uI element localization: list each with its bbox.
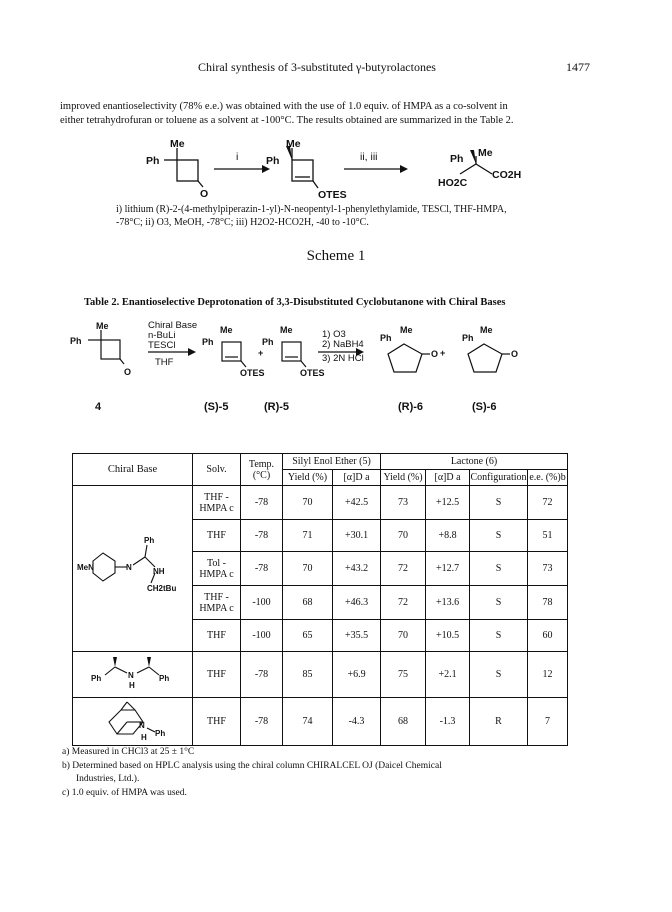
configuration-cell: S [470,520,528,552]
step-label: 3) 2N HCl [322,353,364,364]
rotation6-cell: +12.5 [426,486,470,520]
header-configuration: Configuration [470,470,528,486]
step-i-label: i [236,151,239,163]
header-ee: e.e. (%)b [528,470,568,486]
header-lactone: Lactone (6) [381,454,568,470]
co2h-label: CO2H [492,169,522,181]
oxo-label: O [124,367,132,377]
ee-cell: 60 [528,620,568,652]
rotation5-cell: +43.2 [333,552,381,586]
yield6-cell: 73 [381,486,426,520]
oxo-label: O [511,349,519,359]
solvent-cell: THF [193,652,241,698]
footnote-c: c) 1.0 equiv. of HMPA was used. [62,788,187,798]
header-solvent: Solv. [193,454,241,486]
rotation6-cell: +12.7 [426,552,470,586]
ph-label: Ph [380,333,392,343]
rotation5-cell: +42.5 [333,486,381,520]
scheme1-conditions [116,203,596,229]
step-label: 1) O3 [322,329,346,340]
reagent-label: TESCl [148,340,176,351]
cyclobutanone-ring [177,160,198,181]
results-table [72,453,568,746]
ee-cell: 12 [528,652,568,698]
ph-label: Ph [90,674,101,683]
otes-label: OTES [240,368,265,378]
piperazine-base-structure [75,527,191,607]
solvent-cell: THF - HMPA c [193,586,241,620]
configuration-cell: S [470,586,528,620]
n-label: N [127,671,134,680]
solvent-cell: Tol - HMPA c [193,552,241,586]
plus-sign: + [258,348,264,358]
h-label: H [128,681,135,690]
solvent-cell: THF - HMPA c [193,486,241,520]
cyclobutene-ring [292,160,313,181]
step-label: 2) NaBH4 [322,339,364,350]
footnote-a: a) Measured in CHCl3 at 25 ± 1°C [62,747,195,757]
ph-label: Ph [154,729,165,738]
temp-cell: -78 [241,486,283,520]
yield5-cell: 85 [283,652,333,698]
n-label: N [125,563,132,572]
compound-number: (R)-5 [264,401,290,413]
compound-number: 4 [95,401,102,413]
body-paragraph [60,100,620,128]
ee-cell: 7 [528,698,568,746]
temp-cell: -78 [241,520,283,552]
configuration-cell: S [470,486,528,520]
yield6-cell: 70 [381,520,426,552]
solvent-cell: THF [193,620,241,652]
step-ii-iii-label: ii, iii [360,151,378,163]
reagent-label: THF [155,357,174,368]
me-label: Me [400,325,413,335]
me-label: Me [478,147,493,159]
temp-cell: -100 [241,586,283,620]
yield5-cell: 71 [283,520,333,552]
header-yield: Yield (%) [381,470,426,486]
table-row [73,486,568,520]
me-label: Me [286,140,301,150]
base-structure-bicyclic-amine [73,698,193,746]
bicyclic-amine-structure [75,698,191,742]
footnote-b-continued: Industries, Ltd.). [76,774,140,784]
temp-cell: -78 [241,552,283,586]
rotation5-cell: +30.1 [333,520,381,552]
reagent-label: n-BuLi [148,330,176,341]
me-label: Me [170,140,185,150]
rotation5-cell: +46.3 [333,586,381,620]
yield6-cell: 68 [381,698,426,746]
yield6-cell: 75 [381,652,426,698]
header-silyl-enol-ether: Silyl Enol Ether (5) [283,454,381,470]
oxo-label: O [200,188,209,200]
rotation5-cell: +6.9 [333,652,381,698]
temp-cell: -78 [241,698,283,746]
table-row [73,652,568,698]
me-label: Me [96,321,109,331]
ph-label: Ph [450,153,464,165]
yield5-cell: 68 [283,586,333,620]
bis-phenylethylamine-structure [75,653,191,693]
wedge-bond [470,150,476,164]
h-label: H [140,733,147,742]
plus-sign: + [440,348,446,358]
scheme-title: Scheme 1 [306,248,366,264]
conditions-line: i) lithium (R)-2-(4-methylpiperazin-1-yl)-N-neopentyl-1-phenylethylamide, TESCl, THF-HMPA, [116,204,507,215]
yield5-cell: 70 [283,552,333,586]
paragraph-line: improved enantioselectivity (78% e.e.) was obtained with the use of 1.0 equiv. of HMPA as a co-solvent in [60,101,508,112]
solvent-cell: THF [193,520,241,552]
configuration-cell: S [470,652,528,698]
oxo-label: O [431,349,439,359]
header-yield: Yield (%) [283,470,333,486]
yield5-cell: 65 [283,620,333,652]
paragraph-line: either tetrahydrofuran or toluene as a solvent at -100°C. The results obtained are summarized in the Table 2. [60,115,514,126]
ee-cell: 78 [528,586,568,620]
nh-label: NH [152,567,165,576]
page-number: 1477 [566,60,590,74]
rotation6-cell: -1.3 [426,698,470,746]
base-structure-piperazine [73,486,193,652]
table-row [73,698,568,746]
compound-number: (R)-6 [398,401,424,413]
configuration-cell: R [470,698,528,746]
ph-label: Ph [70,336,82,346]
ph-label: Ph [266,155,280,167]
ho2c-label: HO2C [438,177,468,189]
footnote-b: b) Determined based on HPLC analysis using the chiral column CHIRALCEL OJ (Daicel Chemical [62,761,442,771]
ph-label: Ph [158,674,169,683]
compound-number: (S)-6 [472,401,497,413]
rotation6-cell: +8.8 [426,520,470,552]
rotation6-cell: +2.1 [426,652,470,698]
yield5-cell: 74 [283,698,333,746]
ph-label: Ph [146,155,160,167]
configuration-cell: S [470,620,528,652]
otes-label: OTES [318,189,347,201]
yield6-cell: 72 [381,552,426,586]
header-chiral-base: Chiral Base [73,454,193,486]
header-rotation: [α]D a [333,470,381,486]
ee-cell: 51 [528,520,568,552]
ee-cell: 72 [528,486,568,520]
ch2tbu-label: CH2tBu [146,584,176,593]
rotation6-cell: +10.5 [426,620,470,652]
compound-number: (S)-5 [204,401,229,413]
reagent-label: Chiral Base [148,320,198,331]
ph-label: Ph [202,337,214,347]
yield6-cell: 70 [381,620,426,652]
yield6-cell: 72 [381,586,426,620]
ph-label: Ph [462,333,474,343]
me-label: Me [220,325,233,335]
rotation5-cell: +35.5 [333,620,381,652]
table-title: Table 2. Enantioselective Deprotonation of 3,3-Disubstituted Cyclobutanone with Chiral Bases [84,297,506,308]
men-label: MeN [76,563,94,572]
rotation5-cell: -4.3 [333,698,381,746]
rotation6-cell: +13.6 [426,586,470,620]
ee-cell: 73 [528,552,568,586]
n-label: N [138,721,145,730]
running-title: Chiral synthesis of 3-substituted γ-butyrolactones [198,60,436,74]
header-rotation: [α]D a [426,470,470,486]
header-temperature: Temp.(°C) [241,454,283,486]
ph-label: Ph [262,337,274,347]
temp-cell: -78 [241,652,283,698]
otes-label: OTES [300,368,325,378]
yield5-cell: 70 [283,486,333,520]
base-structure-bis-phenylethylamine [73,652,193,698]
scheme1-graphic [0,140,672,202]
ph-label: Ph [143,536,154,545]
solvent-cell: THF [193,698,241,746]
conditions-line: -78°C; ii) O3, MeOH, -78°C; iii) H2O2-HCO2H, -40 to -10°C. [116,217,369,228]
table2-reaction-graphic [0,320,672,415]
me-label: Me [280,325,293,335]
temp-cell: -100 [241,620,283,652]
configuration-cell: S [470,552,528,586]
me-label: Me [480,325,493,335]
